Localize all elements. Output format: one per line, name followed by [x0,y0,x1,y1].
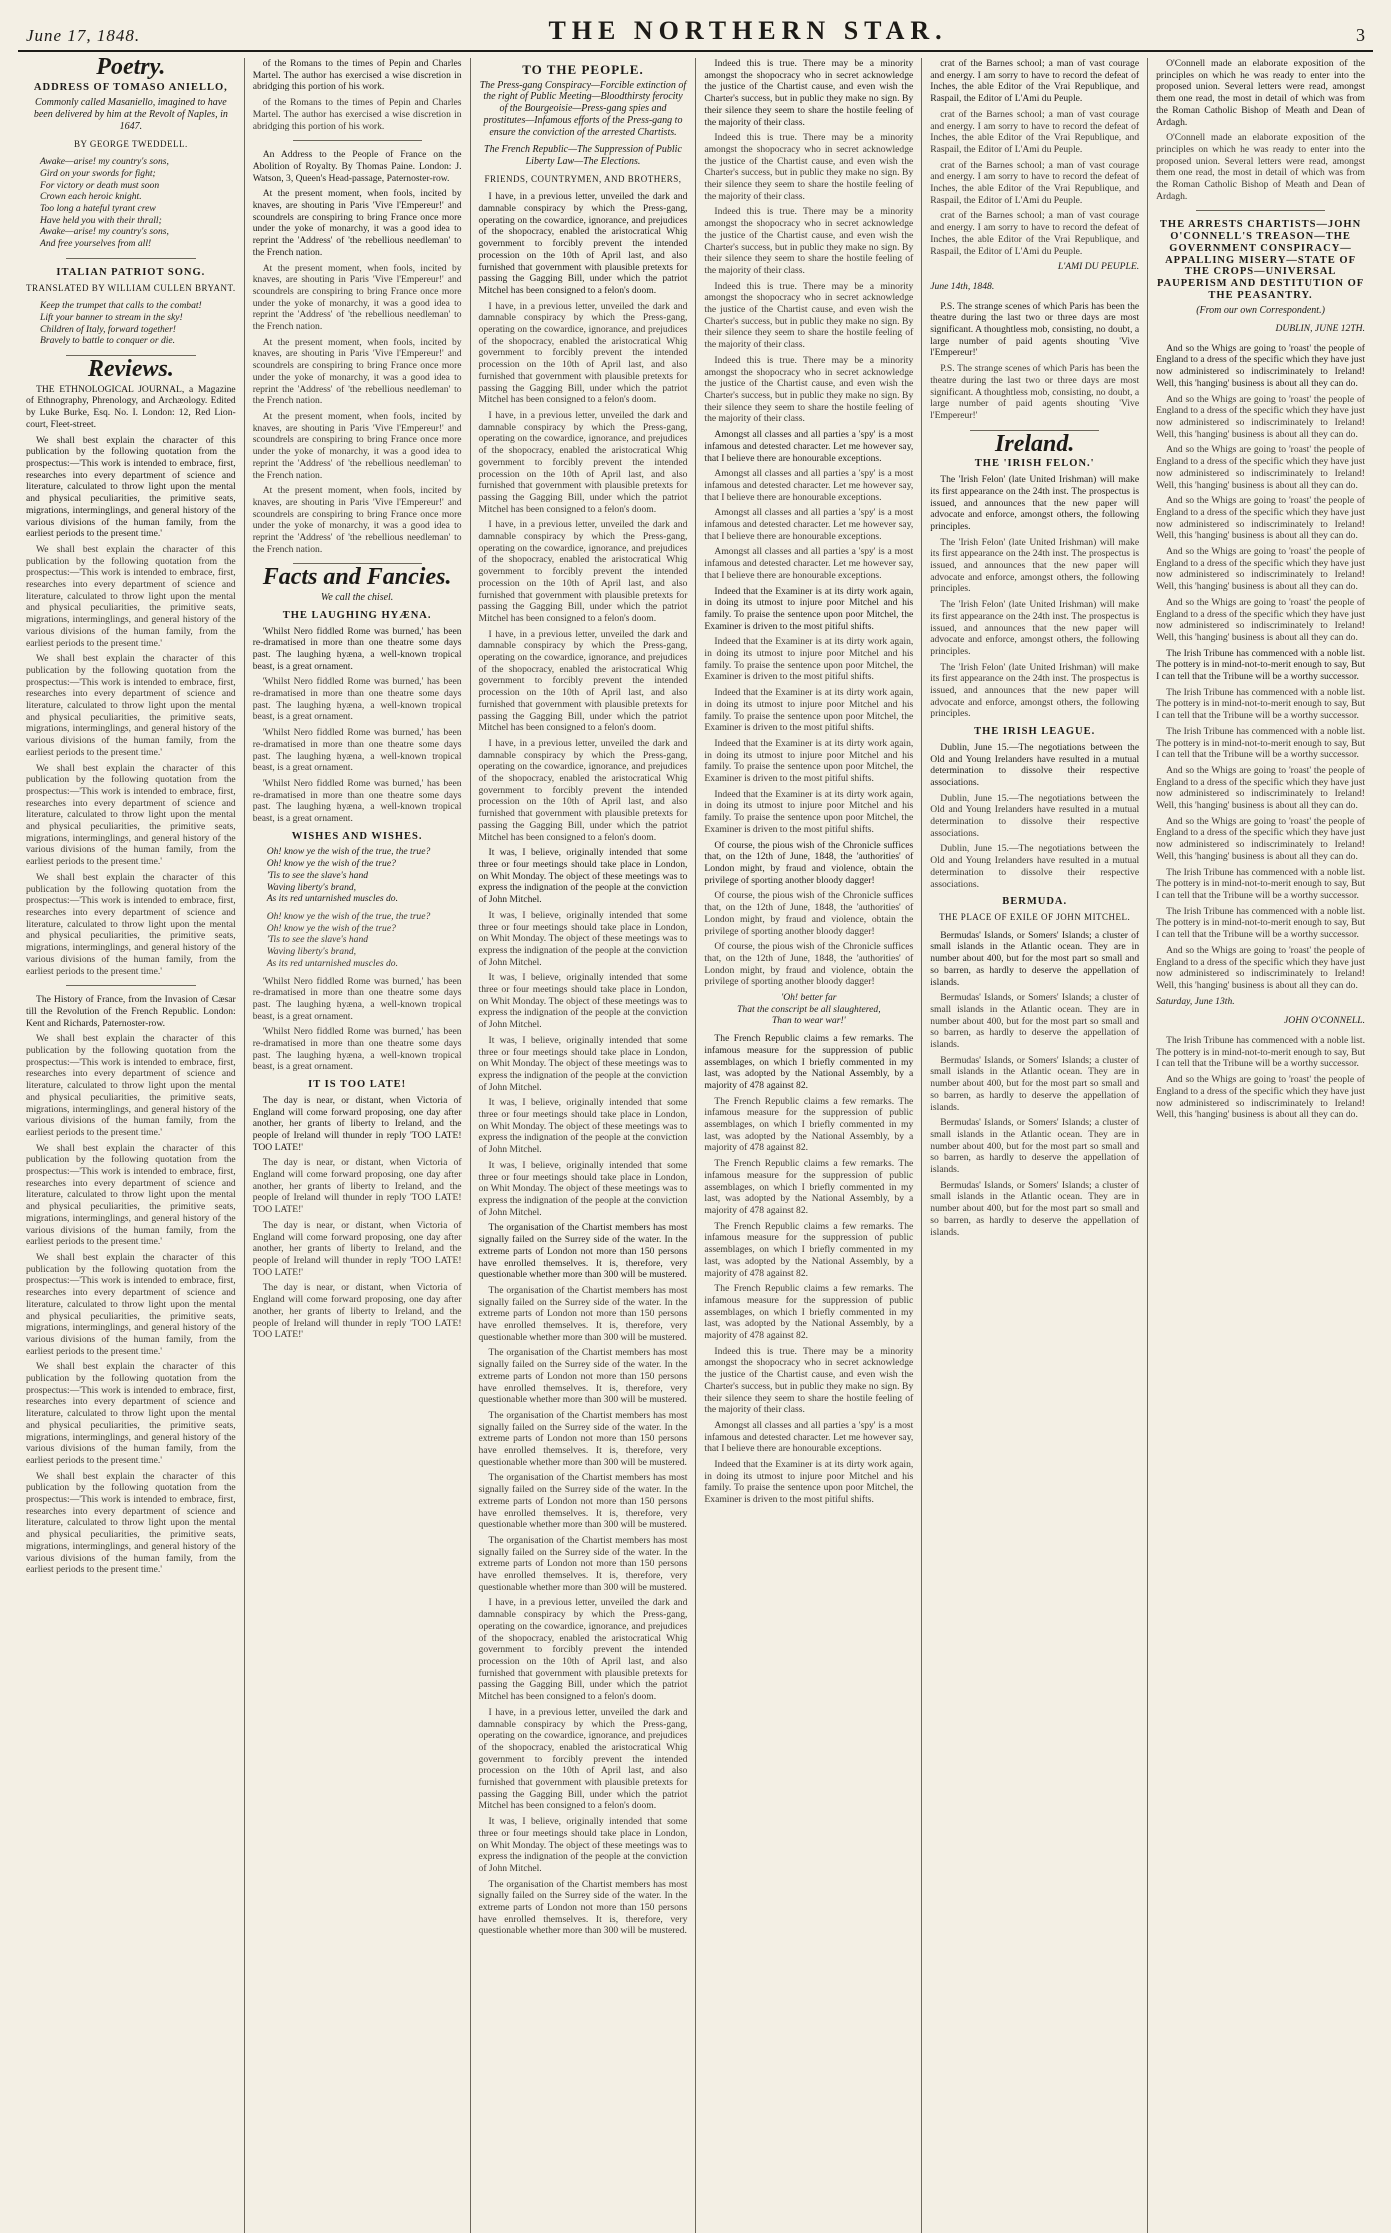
column-2 [244,58,470,2233]
letter-body: The organisation of the Chartist members has most signally failed on the Surrey side of the water. In the extreme parts of London not more than 150 persons have enrolled themselves. It is, therefore, very questionable whether more than 300 will be mustered. [478,1472,688,1531]
article-title: THE 'IRISH FELON.' [974,458,1095,470]
address-body: At the present moment, when fools, incited by knaves, are shouting in Paris 'Vive l'Empereur!' and scoundrels are conspiring to bring France once more under the yoke of monarchy, it was a good idea to reprint the 'Address' of 'the rebellious needleman' to the French nation. [252,262,462,333]
article-title: IT IS TOO LATE! [308,1079,407,1091]
address-body: At the present moment, when fools, incited by knaves, are shouting in Paris 'Vive l'Empereur!' and scoundrels are conspiring to bring France once more under the yoke of monarchy, it was a good idea to reprint the 'Address' of 'the rebellious needleman' to the French nation. [252,485,462,555]
poem1-line: Gird on your swords for fight; [40,167,156,179]
article-body: 'Whilst Nero fiddled Rome was burned,' has been re-dramatised in more than one theatre some days past. The laughing hyæna, a well-known tropical beast, is a great ornament. [252,1026,462,1073]
letter-body: I have, in a previous letter, unveiled the dark and damnable conspiracy by which the Press-gang, operating on the cowardice, ignorance, and prejudices of the shopocracy, enabled the aristocratical Whig government to forcibly prevent the intended procession on the 10th of April last, and also furnished that government with plausible pretexts for passing the Gagging Bill, under which the patriot Mitchel has been consigned to a felon's doom. [478,1597,688,1703]
poem2-author: TRANSLATED BY WILLIAM CULLEN BRYANT. [26,282,236,293]
section-title-poetry: Poetry. [96,58,166,80]
letter-salutation: FRIENDS, COUNTRYMEN, AND BROTHERS, [484,173,682,184]
section-title-reviews: Reviews. [87,356,174,383]
article-body: 'Whilst Nero fiddled Rome was burned,' has been re-dramatised in more than one theatre some days past. The laughing hyæna, a well-known tropical beast, is a great ornament. [252,727,462,774]
divider [1196,210,1325,211]
section-title-facts: Facts and Fancies. [262,564,452,591]
address-body: At the present moment, when fools, incited by knaves, are shouting in Paris 'Vive l'Empereur!' and scoundrels are conspiring to bring France once more under the yoke of monarchy, it was a good idea to reprint the 'Address' of 'the rebellious needleman' to the French nation. [252,188,462,258]
letter-body: It was, I believe, originally intended that some three or four meetings should take place in London, on Whit Monday. The object of these meetings was to express the indignation of the people at the conviction of John Mitchel. [478,1097,688,1156]
letter-subhead-2: The French Republic—The Suppression of Public Liberty Law—The Elections. [484,144,682,167]
review-body: We shall best explain the character of this publication by the following quotation from the prospectus:—'This work is intended to embrace, first, researches into every department of science and literature, calculated to throw light upon the mental and physical peculiarities, the primitive seats, migrations, interminglings, and general history of the various divisions of the human family, from the earliest periods to the present time.' [26,543,236,649]
page-number: 3 [1356,25,1365,45]
article-body: The day is near, or distant, when Victoria of England will come forward proposing, one day after another, her grants of liberty to Ireland, and the people of Ireland will thunder in reply 'TOO LATE! TOO LATE!' [252,1157,462,1216]
letter-body: The French Republic claims a few remarks. The infamous measure for the suppression of public assemblages, on which I briefly commented in my last, was adopted by the National Assembly, by a majority of 478 against 82. [704,1220,914,1279]
article-body: And so the Whigs are going to 'roast' the people of England to a dress of the specific which they have just now administered so indiscriminately to Ireland! Well, this 'hanging' business is about all they can do. [1156,1074,1365,1121]
article-body: Dublin, June 15.—The negotiations between the Old and Young Irelanders have resulted in a mutual determination to dissolve their respective associations. [930,792,1140,839]
review-body: We shall best explain the character of this publication by the following quotation from the prospectus:—'This work is intended to embrace, first, researches into every department of science and literature, calculated to throw light upon the mental and physical peculiarities, the primitive seats, migrations, interminglings, and general history of the various divisions of the human family, from the earliest periods to the present time.' [26,1033,236,1138]
review-heading: THE ETHNOLOGICAL JOURNAL, a Magazine of Ethnography, Phrenology, and Archæology. Edited by Luke Burke, Esq. No. I. London: 12, Red Lion-court, Fleet-street. [26,383,236,430]
poem1-line: And free yourselves from all! [40,238,152,250]
letter-body: crat of the Barnes school; a man of vast courage and energy. I am sorry to have to record the defeat of Inches, the able Editor of the Vrai Republique, and Raspail, the Editor of L'Ami du Peuple. [930,159,1140,206]
review-body: We shall best explain the character of this publication by the following quotation from the prospectus:—'This work is intended to embrace, first, researches into every department of science and literature, calculated to throw light upon the mental and physical peculiarities, the primitive seats, migrations, interminglings, and general history of the various divisions of the human family, from the earliest periods to the present time.' [26,653,236,758]
letter-body: It was, I believe, originally intended that some three or four meetings should take place in London, on Whit Monday. The object of these meetings was to express the indignation of the people at the conviction of John Mitchel. [478,972,688,1031]
article-body: The day is near, or distant, when Victoria of England will come forward proposing, one day after another, her grants of liberty to Ireland, and the people of Ireland will thunder in reply 'TOO LATE! TOO LATE!' [252,1094,462,1153]
article-body: Bermudas' Islands, or Somers' Islands; a cluster of small islands in the Atlantic ocean. They are in number about 400, but for the most part so small and so barren, as hardly to deserve the appellation of islands. [930,992,1140,1051]
letter-body: Indeed this is true. There may be a minority amongst the shopocracy who in secret acknowledge the justice of the Chartist cause, and even wish the Charter's success, but in public they make no sign. By their silence they seem to share the hostile feeling of the majority of their class. [704,354,914,425]
divider [66,258,196,259]
letter-body: Indeed this is true. There may be a minority amongst the shopocracy who in secret acknowledge the justice of the Chartist cause, and even wish the Charter's success, but in public they make no sign. By their silence they seem to share the hostile feeling of the majority of their class. [704,280,914,351]
letter-signature: L'AMI DU PEUPLE. [1057,261,1140,273]
verse-line: Oh! know ye the wish of the true? [266,858,396,870]
article-body: 'Whilst Nero fiddled Rome was burned,' has been re-dramatised in more than one theatre some days past. The laughing hyæna, a well-known tropical beast, is a great ornament. [252,625,462,672]
poem2-verse [26,300,236,347]
article-body: The 'Irish Felon' (late United Irishman) will make its first appearance on the 24th inst. The prospectus is issued, and announces that the new paper will advocate and enforce, amongst others, the following principles. [930,661,1140,720]
article-body: The day is near, or distant, when Victoria of England will come forward proposing, one day after another, her grants of liberty to Ireland, and the people of Ireland will thunder in reply 'TOO LATE! TOO LATE!' [252,1219,462,1278]
dateline: DUBLIN, JUNE 12TH. [1275,323,1365,335]
poem2-line: Bravely to battle to conquer or die. [40,335,176,347]
verse-line: Waving liberty's brand, [266,946,357,958]
verse-line: 'Tis to see the slave's hand [266,934,369,946]
divider [293,140,422,141]
quoted-verse [704,992,913,1027]
letter-subhead: The Press-gang Conspiracy—Forcible extinction of the right of Public Meeting—Bloodthirsty ferocity of the Bourgeoisie—Press-gang spies and prostitutes—Infamous efforts of the Press-gang to ensure the conviction of the arrested Chartists. [479,79,687,138]
verse-line: As its red untarnished muscles do. [266,957,398,969]
issue-date: June 17, 1848. [26,26,141,45]
column-6 [1147,58,1373,2233]
article-body: And so the Whigs are going to 'roast' the people of England to a dress of the specific which they have just now administered so indiscriminately to Ireland! Well, this 'hanging' business is about all they can do. [1156,342,1365,389]
letter-body: It was, I believe, originally intended that some three or four meetings should take place in London, on Whit Monday. The object of these meetings was to express the indignation of the people at the conviction of John Mitchel. [478,1816,688,1874]
letter-body: Amongst all classes and all parties a 'spy' is a most infamous and detested character. Let me however say, that I believe there are honourable exceptions. [704,429,914,464]
letter-body: The organisation of the Chartist members has most signally failed on the Surrey side of the water. In the extreme parts of London not more than 150 persons have enrolled themselves. It is, therefore, very questionable whether more than 300 will be mustered. [478,1284,688,1343]
review-body: We shall best explain the character of this publication by the following quotation from the prospectus:—'This work is intended to embrace, first, researches into every department of science and literature, calculated to throw light upon the mental and physical peculiarities, the primitive seats, migrations, interminglings, and general history of the various divisions of the human family, from the earliest periods to the present time.' [26,1251,236,1357]
letter-date: June 14th, 1848. [930,280,995,292]
letter-body: crat of the Barnes school; a man of vast courage and energy. I am sorry to have to record the defeat of Inches, the able Editor of the Vrai Republique, and Raspail, the Editor of L'Ami du Peuple. [930,58,1140,105]
column-1 [18,58,244,2233]
letter-body: crat of the Barnes school; a man of vast courage and energy. I am sorry to have to record the defeat of Inches, the able Editor of the Vrai Republique, and Raspail, the Editor of L'Ami du Peuple. [930,108,1140,155]
article-body: The Irish Tribune has commenced with a noble list. The pottery is in mind-not-to-merit enough to say, But I can tell that the Tribune will be a worthy successor. [1156,1035,1365,1070]
article-body: The 'Irish Felon' (late United Irishman) will make its first appearance on the 24th inst. The prospectus is issued, and announces that the new paper will advocate and enforce, amongst others, the following principles. [930,474,1140,532]
section-motto: We call the chisel. [320,592,394,604]
article-body: The Irish Tribune has commenced with a noble list. The pottery is in mind-not-to-merit enough to say, But I can tell that the Tribune will be a worthy successor. [1156,647,1365,683]
article-body: 'Whilst Nero fiddled Rome was burned,' has been re-dramatised in more than one theatre some days past. The laughing hyæna, a well-known tropical beast, is a great ornament. [252,676,462,723]
poem1-line: Too long a hateful tyrant crew [40,203,156,215]
letter-body: It was, I believe, originally intended that some three or four meetings should take place in London, on Whit Monday. The object of these meetings was to express the indignation of the people at the conviction of John Mitchel. [478,909,688,968]
wishes-verse [253,846,462,905]
article-body: Bermudas' Islands, or Somers' Islands; a cluster of small islands in the Atlantic ocean. They are in number about 400, but for the most part so small and so barren, as hardly to deserve the appellation of islands. [930,1179,1140,1238]
poem1-line: For victory or death must soon [40,179,160,191]
article-body: Bermudas' Islands, or Somers' Islands; a cluster of small islands in the Atlantic ocean. They are in number about 400, but for the most part so small and so barren, as hardly to deserve the appellation of islands. [930,1117,1140,1176]
letter-body: I have, in a previous letter, unveiled the dark and damnable conspiracy by which the Press-gang, operating on the cowardice, ignorance, and prejudices of the shopocracy, enabled the aristocratical Whig government to forcibly prevent the intended procession on the 10th of April last, and also furnished that government with plausible pretexts for passing the Gagging Bill, under which the patriot Mitchel has been consigned to a felon's doom. [478,409,688,515]
letter-body: I have, in a previous letter, unveiled the dark and damnable conspiracy by which the Press-gang, operating on the cowardice, ignorance, and prejudices of the shopocracy, enabled the aristocratical Whig government to forcibly prevent the intended procession on the 10th of April last, and also furnished that government with plausible pretexts for passing the Gagging Bill, under which the patriot Mitchel has been consigned to a felon's doom. [478,1706,688,1812]
letter-body: Amongst all classes and all parties a 'spy' is a most infamous and detested character. Let me however say, that I believe there are honourable exceptions. [704,468,914,503]
letter-date: Saturday, June 13th. [1156,995,1235,1007]
verse-line: Waving liberty's brand, [266,881,357,893]
letter-body: Of course, the pious wish of the Chronicle suffices that, on the 12th of June, 1848, the 'authorities' of London might, by fraud and violence, obtain the privilege of sporting another bloody dagger! [704,941,914,988]
letter-body: Indeed that the Examiner is at its dirty work again, in doing its utmost to injure poor Mitchel and his family. To praise the sentence upon poor Mitchel, the Examiner is driven to the most pitiful shifts. [704,737,914,785]
column-5 [921,58,1147,2233]
letter-body: crat of the Barnes school; a man of vast courage and energy. I am sorry to have to record the defeat of Inches, the able Editor of the Vrai Republique, and Raspail, the Editor of L'Ami du Peuple. [930,210,1140,257]
article-body: The 'Irish Felon' (late United Irishman) will make its first appearance on the 24th inst. The prospectus is issued, and announces that the new paper will advocate and enforce, amongst others, the following principles. [930,536,1140,595]
article-body: And so the Whigs are going to 'roast' the people of England to a dress of the specific which they have just now administered so indiscriminately to Ireland! Well, this 'hanging' business is about all they can do. [1156,764,1365,812]
article-body: O'Connell made an elaborate exposition of the principles on which he was ready to enter into the proposed union. Several letters were read, amongst them one read, the most in detail of which was from the Roman Catholic Bishop of Meath and Dean of Ardagh. [1156,132,1365,202]
article-body: The Irish Tribune has commenced with a noble list. The pottery is in mind-not-to-merit enough to say, But I can tell that the Tribune will be a worthy successor. [1156,686,1365,722]
letter-body: The French Republic claims a few remarks. The infamous measure for the suppression of public assemblages, on which I briefly commented in my last, was adopted by the National Assembly, by a majority of 478 against 82. [704,1033,914,1091]
postscript: P.S. The strange scenes of which Paris has been the theatre during the last two or three days are most significant. A thoughtless mob, consisting, no doubt, a large number of paid agents shouting 'Vive l'Empereur!' [930,363,1140,421]
review-continuation: of the Romans to the times of Pepin and Charles Martel. The author has exercised a wise discretion in abridging this portion of his work. [252,58,462,93]
verse-line: Than to wear war!' [771,1015,846,1027]
poem1-line: Crown each heroic knight. [40,191,142,203]
column-4 [695,58,921,2233]
article-title: THE LAUGHING HYÆNA. [282,609,432,621]
letter-body: I have, in a previous letter, unveiled the dark and damnable conspiracy by which the Press-gang, operating on the cowardice, ignorance, and prejudices of the shopocracy, enabled the aristocratical Whig government to forcibly prevent the intended procession on the 10th of April last, and also furnished that government with plausible pretexts for passing the Gagging Bill, under which the patriot Mitchel has been consigned to a felon's doom. [478,519,688,624]
letter-body: The organisation of the Chartist members has most signally failed on the Surrey side of the water. In the extreme parts of London not more than 150 persons have enrolled themselves. It is, therefore, very questionable whether more than 300 will be mustered. [478,1878,688,1937]
article-body: The Irish Tribune has commenced with a noble list. The pottery is in mind-not-to-merit enough to say, But I can tell that the Tribune will be a worthy successor. [1156,866,1365,901]
review-body: We shall best explain the character of this publication by the following quotation from the prospectus:—'This work is intended to embrace, first, researches into every department of science and literature, calculated to throw light upon the mental and physical peculiarities, the primitive seats, migrations, interminglings, and general history of the various divisions of the human family, from the earliest periods to the present time.' [26,1361,236,1466]
letter-body: Of course, the pious wish of the Chronicle suffices that, on the 12th of June, 1848, the 'authorities' of London might, by fraud and violence, obtain the privilege of sporting another bloody dagger! [704,890,914,937]
address-body: At the present moment, when fools, incited by knaves, are shouting in Paris 'Vive l'Empereur!' and scoundrels are conspiring to bring France once more under the yoke of monarchy, it was a good idea to reprint the 'Address' of 'the rebellious needleman' to the French nation. [252,336,462,407]
letter-body: Indeed that the Examiner is at its dirty work again, in doing its utmost to injure poor Mitchel and his family. To praise the sentence upon poor Mitchel, the Examiner is driven to the most pitiful shifts. [704,636,914,683]
verse-line: 'Oh! better far [781,992,837,1004]
article-body: The Irish Tribune has commenced with a noble list. The pottery is in mind-not-to-merit enough to say, But I can tell that the Tribune will be a worthy successor. [1156,725,1365,761]
columns [18,58,1373,2233]
article-title: THE IRISH LEAGUE. [974,726,1096,738]
review-body: We shall best explain the character of this publication by the following quotation from the prospectus:—'This work is intended to embrace, first, researches into every department of science and literature, calculated to throw light upon the mental and physical peculiarities, the primitive seats, migrations, interminglings, and general history of the various divisions of the human family, from the earliest periods to the present time.' [26,1470,236,1576]
letter-body: Indeed that the Examiner is at its dirty work again, in doing its utmost to injure poor Mitchel and his family. To praise the sentence upon poor Mitchel, the Examiner is driven to the most pitiful shifts. [704,1459,914,1506]
poem1-author: BY GEORGE TWEDDELL. [73,138,188,149]
letter-body: It was, I believe, originally intended that some three or four meetings should take place in London, on Whit Monday. The object of these meetings was to express the indignation of the people at the conviction of John Mitchel. [478,847,688,906]
article-body: Bermudas' Islands, or Somers' Islands; a cluster of small islands in the Atlantic ocean. They are in number about 400, but for the most part so small and so barren, as hardly to deserve the appellation of islands. [930,929,1140,988]
article-body: O'Connell made an elaborate exposition of the principles on which he was ready to enter into the proposed union. Several letters were read, amongst them one read, the most in detail of which was from the Roman Catholic Bishop of Meath and Dean of Ardagh. [1156,58,1365,128]
article-body: And so the Whigs are going to 'roast' the people of England to a dress of the specific which they have just now administered so indiscriminately to Ireland! Well, this 'hanging' business is about all they can do. [1156,546,1365,593]
letter-body: It was, I believe, originally intended that some three or four meetings should take place in London, on Whit Monday. The object of these meetings was to express the indignation of the people at the conviction of John Mitchel. [478,1034,688,1093]
newspaper-title: THE NORTHERN STAR. [548,16,948,45]
letter-body: I have, in a previous letter, unveiled the dark and damnable conspiracy by which the Press-gang, operating on the cowardice, ignorance, and prejudices of the shopocracy, enabled the aristocratical Whig government to forcibly prevent the intended procession on the 10th of April last, and also furnished that government with plausible pretexts for passing the Gagging Bill, under which the patriot Mitchel has been consigned to a felon's doom. [478,191,688,296]
address-heading: An Address to the People of France on the Abolition of Royalty. By Thomas Paine. London: J. Watson, 3, Queen's Head-passage, Paternoster-row. [252,149,462,184]
letter-body: Of course, the pious wish of the Chronicle suffices that, on the 12th of June, 1848, the 'authorities' of London might, by fraud and violence, obtain the privilege of sporting another bloody dagger! [704,839,914,886]
wishes-verse [253,911,462,970]
masthead [18,0,1373,52]
correspondent-note: (From our own Correspondent.) [1196,305,1325,317]
letter-body: Indeed that the Examiner is at its dirty work again, in doing its utmost to injure poor Mitchel and his family. To praise the sentence upon poor Mitchel, the Examiner is driven to the most pitiful shifts. [704,585,914,632]
article-body: Dublin, June 15.—The negotiations between the Old and Young Irelanders have resulted in a mutual determination to dissolve their respective associations. [930,843,1140,890]
poem2-line: Keep the trumpet that calls to the combat! [40,300,202,312]
poem2-title: ITALIAN PATRIOT SONG. [56,266,206,278]
letter-body: It was, I believe, originally intended that some three or four meetings should take place in London, on Whit Monday. The object of these meetings was to express the indignation of the people at the conviction of John Mitchel. [478,1159,688,1218]
poem1-line: Awake—arise! my country's sons, [40,226,169,238]
poem2-line: Lift your banner to stream in the sky! [40,311,183,323]
poem1-line: Have held you with their thrall; [40,214,162,226]
letter-body: The French Republic claims a few remarks. The infamous measure for the suppression of public assemblages, on which I briefly commented in my last, was adopted by the National Assembly, by a majority of 478 against 82. [704,1283,914,1342]
divider [66,985,196,986]
letter-body: The French Republic claims a few remarks. The infamous measure for the suppression of public assemblages, on which I briefly commented in my last, was adopted by the National Assembly, by a majority of 478 against 82. [704,1158,914,1216]
verse-line: Oh! know ye the wish of the true, the true? [266,911,431,922]
review-continuation: of the Romans to the times of Pepin and Charles Martel. The author has exercised a wise discretion in abridging this portion of his work. [252,97,462,132]
article-body: 'Whilst Nero fiddled Rome was burned,' has been re-dramatised in more than one theatre some days past. The laughing hyæna, a well-known tropical beast, is a great ornament. [252,777,462,825]
letter-body: Indeed this is true. There may be a minority amongst the shopocracy who in secret acknowledge the justice of the Chartist cause, and even wish the Charter's success, but in public they make no sign. By their silence they seem to share the hostile feeling of the majority of their class. [704,206,914,276]
letter-body: The French Republic claims a few remarks. The infamous measure for the suppression of public assemblages, on which I briefly commented in my last, was adopted by the National Assembly, by a majority of 478 against 82. [704,1095,914,1154]
verse-line: Oh! know ye the wish of the true? [266,922,396,934]
letter-body: The organisation of the Chartist members has most signally failed on the Surrey side of the water. In the extreme parts of London not more than 150 persons have enrolled themselves. It is, therefore, very questionable whether more than 300 will be mustered. [478,1409,688,1468]
poem1-title: ADDRESS OF TOMASO ANIELLO, [33,81,228,93]
article-body: The Irish Tribune has commenced with a noble list. The pottery is in mind-not-to-merit enough to say, But I can tell that the Tribune will be a worthy successor. [1156,905,1365,941]
article-body: 'Whilst Nero fiddled Rome was burned,' has been re-dramatised in more than one theatre some days past. The laughing hyæna, a well-known tropical beast, is a great ornament. [252,975,462,1022]
article-body: And so the Whigs are going to 'roast' the people of England to a dress of the specific which they have just now administered so indiscriminately to Ireland! Well, this 'hanging' business is about all they can do. [1156,444,1365,491]
article-body: Dublin, June 15.—The negotiations between the Old and Young Irelanders have resulted in a mutual determination to dissolve their respective associations. [930,741,1140,788]
review-body: We shall best explain the character of this publication by the following quotation from the prospectus:—'This work is intended to embrace, first, researches into every department of science and literature, calculated to throw light upon the mental and physical peculiarities, the primitive seats, migrations, interminglings, and general history of the various divisions of the human family, from the earliest periods to the present time.' [26,434,236,540]
verse-line: 'Tis to see the slave's hand [266,869,369,881]
letter-body: Amongst all classes and all parties a 'spy' is a most infamous and detested character. Let me however say, that I believe there are honourable exceptions. [704,546,914,581]
article-body: Bermudas' Islands, or Somers' Islands; a cluster of small islands in the Atlantic ocean. They are in number about 400, but for the most part so small and so barren, as hardly to deserve the appellation of islands. [930,1054,1140,1113]
letter-body: Indeed this is true. There may be a minority amongst the shopocracy who in secret acknowledge the justice of the Chartist cause, and even wish the Charter's success, but in public they make no sign. By their silence they seem to share the hostile feeling of the majority of their class. [704,132,914,202]
review-heading: The History of France, from the Invasion of Cæsar till the Revolution of the French Republic. London: Kent and Richards, Paternoster-row. [26,994,236,1029]
letter-body: Indeed that the Examiner is at its dirty work again, in doing its utmost to injure poor Mitchel and his family. To praise the sentence upon poor Mitchel, the Examiner is driven to the most pitiful shifts. [704,687,914,734]
column-3 [470,58,696,2233]
poem1-note: Commonly called Masaniello, imagined to have been delivered by him at the Revolt of Naples, in 1647. [33,97,228,132]
letter-body: I have, in a previous letter, unveiled the dark and damnable conspiracy by which the Press-gang, operating on the cowardice, ignorance, and prejudices of the shopocracy, enabled the aristocratical Whig government to forcibly prevent the intended procession on the 10th of April last, and also furnished that government with plausible pretexts for passing the Gagging Bill, under which the patriot Mitchel has been consigned to a felon's doom. [478,737,688,843]
letter-body: Indeed that the Examiner is at its dirty work again, in doing its utmost to injure poor Mitchel and his family. To praise the sentence upon poor Mitchel, the Examiner is driven to the most pitiful shifts. [704,788,914,835]
letter-body: Indeed this is true. There may be a minority amongst the shopocracy who in secret acknowledge the justice of the Chartist cause, and even wish the Charter's success, but in public they make no sign. By their silence they seem to share the hostile feeling of the majority of their class. [704,1345,914,1416]
article-body: And so the Whigs are going to 'roast' the people of England to a dress of the specific which they have just now administered so indiscriminately to Ireland! Well, this 'hanging' business is about all they can do. [1156,596,1365,643]
letter-heading: TO THE PEOPLE. [522,62,644,77]
article-body: The day is near, or distant, when Victoria of England will come forward proposing, one day after another, her grants of liberty to Ireland, and the people of Ireland will thunder in reply 'TOO LATE! TOO LATE!' [252,1282,462,1341]
article-body: And so the Whigs are going to 'roast' the people of England to a dress of the specific which they have just now administered so indiscriminately to Ireland! Well, this 'hanging' business is about all they can do. [1156,944,1365,991]
review-body: We shall best explain the character of this publication by the following quotation from the prospectus:—'This work is intended to embrace, first, researches into every department of science and literature, calculated to throw light upon the mental and physical peculiarities, the primitive seats, migrations, interminglings, and general history of the various divisions of the human family, from the earliest periods to the present time.' [26,1142,236,1248]
poem1-verse [26,156,236,250]
review-body: We shall best explain the character of this publication by the following quotation from the prospectus:—'This work is intended to embrace, first, researches into every department of science and literature, calculated to throw light upon the mental and physical peculiarities, the primitive seats, migrations, interminglings, and general history of the various divisions of the human family, from the earliest periods to the present time.' [26,871,236,977]
article-subtitle: THE PLACE OF EXILE OF JOHN MITCHEL. [939,912,1131,922]
article-body: And so the Whigs are going to 'roast' the people of England to a dress of the specific which they have just now administered so indiscriminately to Ireland! Well, this 'hanging' business is about all they can do. [1156,393,1365,440]
letter-body: Amongst all classes and all parties a 'spy' is a most infamous and detested character. Let me however say, that I believe there are honourable exceptions. [704,507,914,542]
article-body: And so the Whigs are going to 'roast' the people of England to a dress of the specific which they have just now administered so indiscriminately to Ireland! Well, this 'hanging' business is about all they can do. [1156,815,1365,862]
poem2-line: Children of Italy, forward together! [40,323,176,335]
letter-body: The organisation of the Chartist members has most signally failed on the Surrey side of the water. In the extreme parts of London not more than 150 persons have enrolled themselves. It is, therefore, very questionable whether more than 300 will be mustered. [478,1347,688,1406]
letter-body: The organisation of the Chartist members has most signally failed on the Surrey side of the water. In the extreme parts of London not more than 150 persons have enrolled themselves. It is, therefore, very questionable whether more than 300 will be mustered. [478,1222,688,1281]
postscript: P.S. The strange scenes of which Paris has been the theatre during the last two or three days are most significant. A thoughtless mob, consisting, no doubt, a large number of paid agents shouting 'Vive l'Empereur!' [930,300,1140,359]
letter-body: Indeed this is true. There may be a minority amongst the shopocracy who in secret acknowledge the justice of the Chartist cause, and even wish the Charter's success, but in public they make no sign. By their silence they seem to share the hostile feeling of the majority of their class. [704,58,914,128]
letter-body: I have, in a previous letter, unveiled the dark and damnable conspiracy by which the Press-gang, operating on the cowardice, ignorance, and prejudices of the shopocracy, enabled the aristocratical Whig government to forcibly prevent the intended procession on the 10th of April last, and also furnished that government with plausible pretexts for passing the Gagging Bill, under which the patriot Mitchel has been consigned to a felon's doom. [478,628,688,734]
verse-line: As its red untarnished muscles do. [266,893,398,905]
review-body: We shall best explain the character of this publication by the following quotation from the prospectus:—'This work is intended to embrace, first, researches into every department of science and literature, calculated to throw light upon the mental and physical peculiarities, the primitive seats, migrations, interminglings, and general history of the various divisions of the human family, from the earliest periods to the present time.' [26,762,236,868]
verse-line: Oh! know ye the wish of the true, the true? [266,846,431,858]
section-title-ireland: Ireland. [995,430,1075,457]
letter-body: The organisation of the Chartist members has most signally failed on the Surrey side of the water. In the extreme parts of London not more than 150 persons have enrolled themselves. It is, therefore, very questionable whether more than 300 will be mustered. [478,1534,688,1593]
poem1-line: Awake—arise! my country's sons, [40,156,169,168]
article-title: THE ARRESTS CHARTISTS—JOHN O'CONNELL'S TREASON—THE GOVERNMENT CONSPIRACY—APPALLING MISERY—STATE OF THE CROPS—UNIVERSAL PAUPERISM AND DESTITUTION OF THE PEASANTRY. [1156,219,1365,301]
verse-line: That the conscript be all slaughtered, [737,1003,881,1015]
article-title: BERMUDA. [1002,896,1068,908]
letter-body: Amongst all classes and all parties a 'spy' is a most infamous and detested character. Let me however say, that I believe there are honourable exceptions. [704,1419,914,1455]
address-body: At the present moment, when fools, incited by knaves, are shouting in Paris 'Vive l'Empereur!' and scoundrels are conspiring to bring France once more under the yoke of monarchy, it was a good idea to reprint the 'Address' of 'the rebellious needleman' to the French nation. [252,410,462,481]
letter-signature: JOHN O'CONNELL. [1284,1015,1365,1027]
article-body: And so the Whigs are going to 'roast' the people of England to a dress of the specific which they have just now administered so indiscriminately to Ireland! Well, this 'hanging' business is about all they can do. [1156,495,1365,542]
article-title: WISHES AND WISHES. [291,830,423,842]
article-body: The 'Irish Felon' (late United Irishman) will make its first appearance on the 24th inst. The prospectus is issued, and announces that the new paper will advocate and enforce, amongst others, the following principles. [930,599,1140,657]
letter-body: I have, in a previous letter, unveiled the dark and damnable conspiracy by which the Press-gang, operating on the cowardice, ignorance, and prejudices of the shopocracy, enabled the aristocratical Whig government to forcibly prevent the intended procession on the 10th of April last, and also furnished that government with plausible pretexts for passing the Gagging Bill, under which the patriot Mitchel has been consigned to a felon's doom. [478,300,688,406]
